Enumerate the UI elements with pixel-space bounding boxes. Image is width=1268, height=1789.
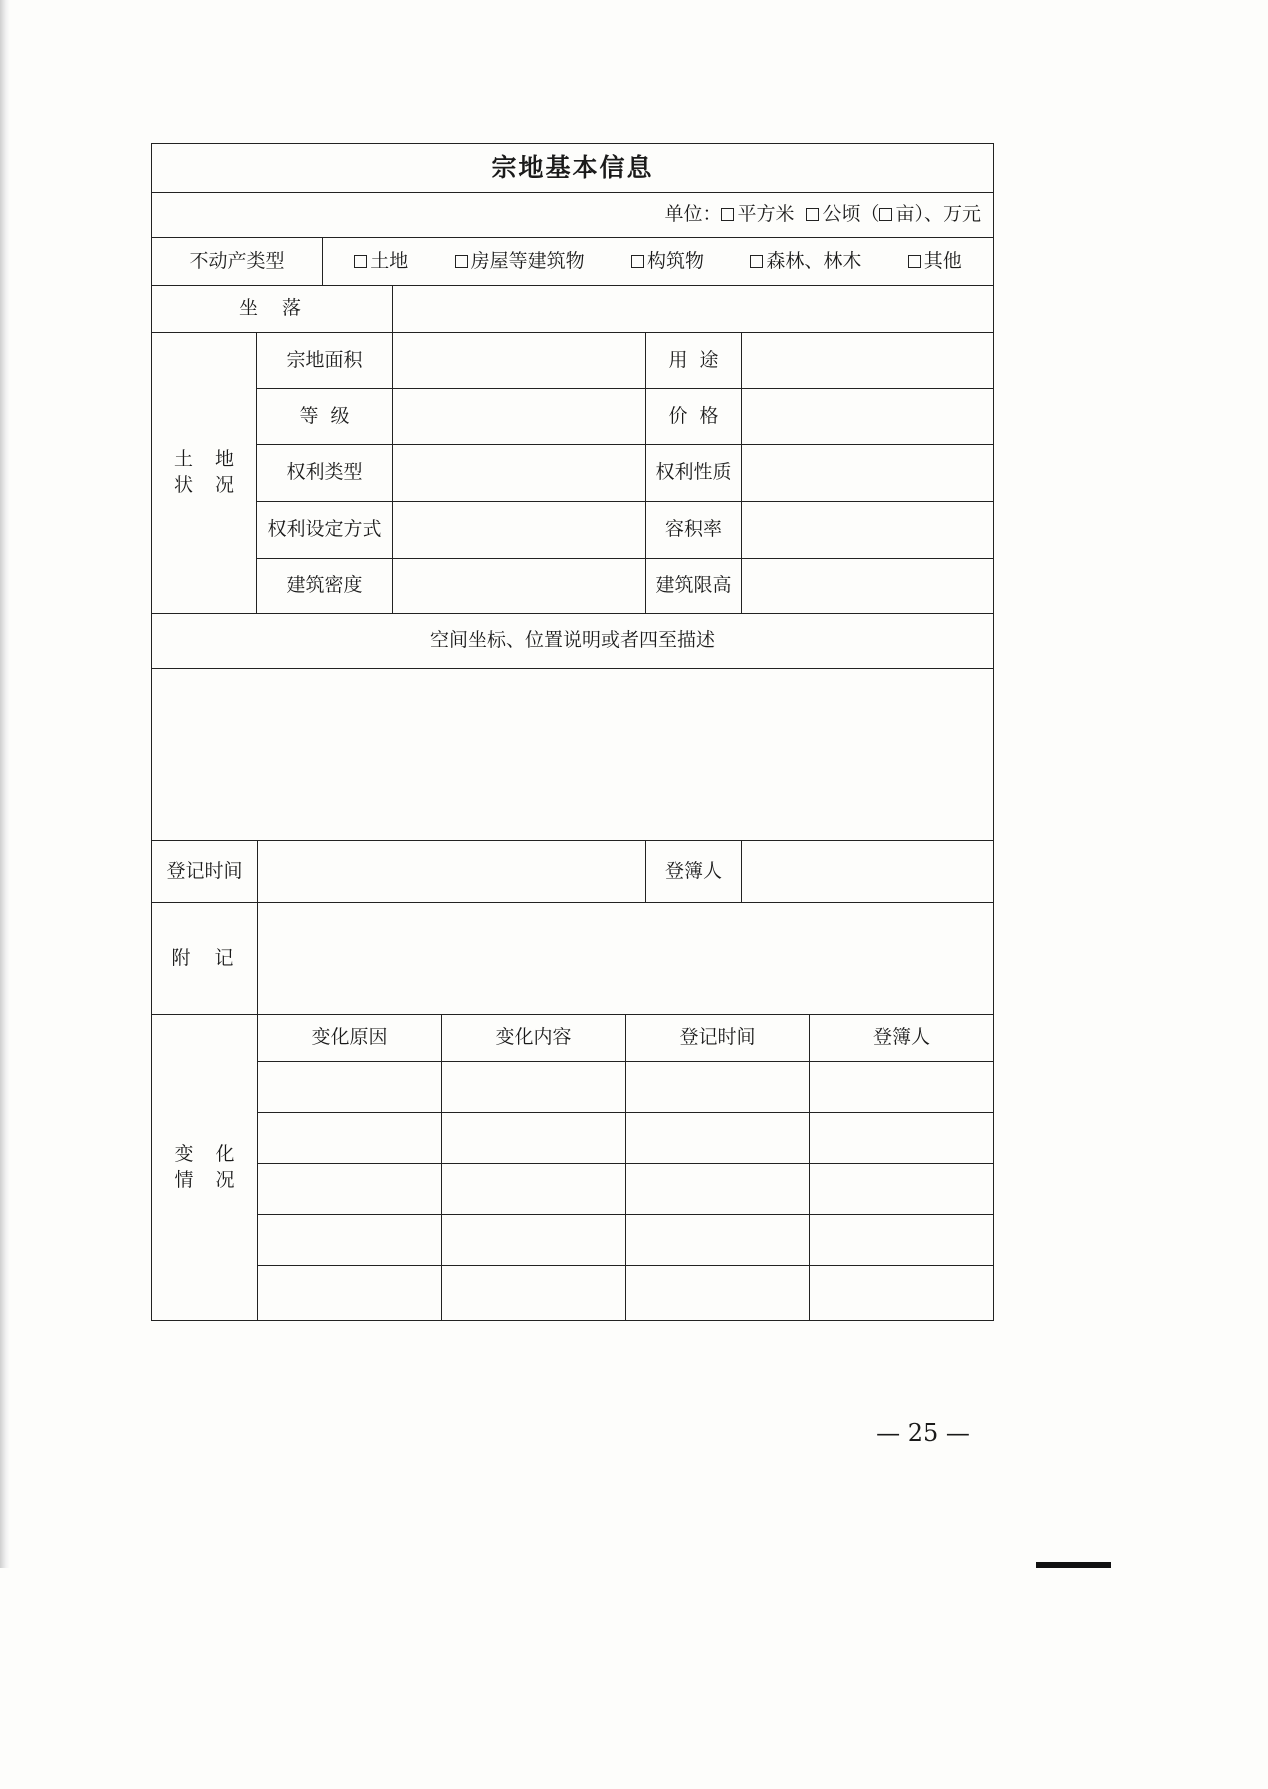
land-field-label: 用 途 [645, 332, 742, 389]
unit-row [151, 192, 994, 238]
spatial-header-text: 空间坐标、位置说明或者四至描述 [429, 629, 715, 652]
property-type-option[interactable]: 房屋等建筑物 [455, 249, 585, 275]
property-type-option[interactable]: 其他 [908, 249, 962, 275]
land-field-label: 价 格 [645, 388, 742, 445]
scan-edge [0, 0, 10, 1568]
checkbox-icon [750, 255, 763, 268]
land-field-value[interactable] [741, 501, 994, 559]
changes-cell[interactable] [809, 1214, 994, 1266]
changes-header-cell: 变化原因 [257, 1014, 442, 1062]
registrar-label-cell [645, 840, 742, 903]
changes-cell[interactable] [257, 1061, 442, 1113]
property-type-option[interactable]: 森林、林木 [750, 249, 861, 275]
unit-sqm-checkbox[interactable] [721, 208, 734, 221]
checkbox-icon [908, 255, 921, 268]
land-field-label: 权利性质 [645, 444, 742, 502]
page-number: — 25 — [876, 1419, 970, 1447]
changes-cell[interactable] [625, 1112, 810, 1164]
changes-cell[interactable] [257, 1163, 442, 1215]
land-field-label: 等 级 [256, 388, 393, 445]
land-status-line2: 状况 [174, 474, 257, 496]
changes-cell[interactable] [625, 1163, 810, 1215]
location-label: 坐 落 [238, 297, 306, 320]
registrar-label: 登簿人 [664, 859, 722, 882]
land-status-line1: 土地 [174, 448, 257, 471]
changes-header-cell: 变化内容 [441, 1014, 626, 1062]
unit-selector [664, 202, 981, 228]
form-title [151, 143, 994, 193]
unit-sqm-label: 平方米 [737, 203, 795, 226]
changes-cell[interactable] [809, 1265, 994, 1321]
land-field-label: 权利设定方式 [256, 501, 393, 559]
changes-cell[interactable] [441, 1061, 626, 1113]
unit-hectare-label: 公顷（ [822, 203, 880, 226]
land-field-value[interactable] [741, 388, 994, 445]
notes-label: 附 记 [171, 946, 238, 969]
notes-value[interactable] [257, 902, 994, 1015]
spatial-description-area[interactable] [151, 668, 994, 841]
reg-time-label-cell [151, 840, 258, 903]
changes-header-cell: 登记时间 [625, 1014, 810, 1062]
land-field-value[interactable] [392, 332, 646, 389]
checkbox-icon [354, 255, 367, 268]
changes-cell[interactable] [257, 1112, 442, 1164]
property-type-option[interactable]: 构筑物 [631, 249, 704, 275]
unit-mu-label: 亩）、万元 [895, 203, 981, 226]
property-type-label: 不动产类型 [189, 249, 285, 272]
changes-cell[interactable] [441, 1214, 626, 1266]
land-field-value[interactable] [392, 388, 646, 445]
unit-label: 单位： [664, 203, 722, 226]
property-type-options [322, 237, 994, 286]
changes-cell[interactable] [809, 1061, 994, 1113]
changes-cell[interactable] [809, 1112, 994, 1164]
changes-group-label [151, 1014, 258, 1321]
changes-header-cell: 登簿人 [809, 1014, 994, 1062]
changes-cell[interactable] [441, 1163, 626, 1215]
land-status-group-label [151, 332, 257, 614]
land-field-label: 权利类型 [256, 444, 393, 502]
changes-cell[interactable] [625, 1214, 810, 1266]
checkbox-icon [455, 255, 468, 268]
changes-cell[interactable] [625, 1265, 810, 1321]
scan-mark [1036, 1562, 1111, 1568]
land-field-label: 建筑限高 [645, 558, 742, 614]
spatial-header [151, 613, 994, 669]
land-field-label: 建筑密度 [256, 558, 393, 614]
registrar-value[interactable] [741, 840, 994, 903]
checkbox-icon [631, 255, 644, 268]
reg-time-label: 登记时间 [166, 859, 243, 882]
land-field-label: 宗地面积 [256, 332, 393, 389]
form-title-text: 宗地基本信息 [491, 153, 654, 183]
changes-line1: 变化 [174, 1142, 257, 1165]
reg-time-value[interactable] [257, 840, 646, 903]
property-type-option[interactable]: 土地 [354, 249, 408, 275]
land-parcel-form [151, 143, 994, 1321]
land-field-value[interactable] [741, 444, 994, 502]
land-field-value[interactable] [741, 332, 994, 389]
unit-hectare-checkbox[interactable] [806, 208, 819, 221]
changes-cell[interactable] [809, 1163, 994, 1215]
land-field-value[interactable] [392, 444, 646, 502]
property-type-label-cell [151, 237, 323, 286]
location-label-cell [151, 285, 393, 333]
changes-line2: 情况 [174, 1168, 257, 1191]
changes-cell[interactable] [625, 1061, 810, 1113]
land-field-value[interactable] [392, 501, 646, 559]
land-field-label: 容积率 [645, 501, 742, 559]
changes-cell[interactable] [441, 1265, 626, 1321]
changes-cell[interactable] [257, 1265, 442, 1321]
unit-mu-checkbox[interactable] [879, 208, 892, 221]
land-field-value[interactable] [741, 558, 994, 614]
land-field-value[interactable] [392, 558, 646, 614]
notes-label-cell [151, 902, 258, 1015]
changes-cell[interactable] [257, 1214, 442, 1266]
location-value-cell[interactable] [392, 285, 994, 333]
changes-cell[interactable] [441, 1112, 626, 1164]
